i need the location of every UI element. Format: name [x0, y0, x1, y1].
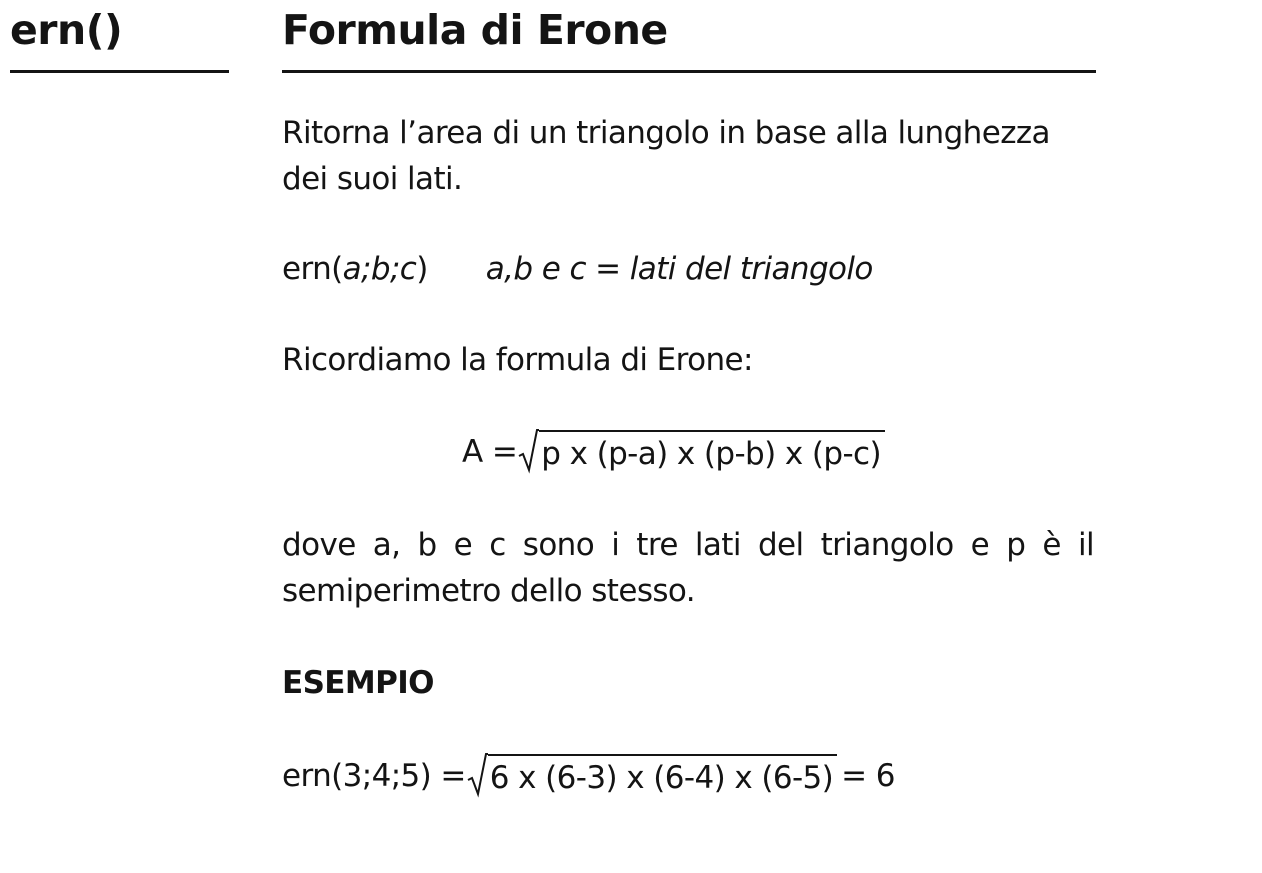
syntax-prefix: ern( [282, 251, 343, 287]
formula-radicand: p x (p-a) x (p-b) x (p-c) [539, 430, 885, 476]
example-formula [282, 752, 895, 800]
example-heading: ESEMPIO [282, 665, 434, 701]
function-description: Ritorna l’area di un triangolo in base alla lunghezza dei suoi lati. [282, 115, 1050, 197]
syntax-legend: a,b e c = lati del triangolo [485, 251, 873, 287]
example-radicand: 6 x (6-3) x (6-4) x (6-5) [488, 754, 837, 800]
formula-explanation: dove a, b e c sono i tre lati del triangolo e p è il semiperimetro dello stesso. [282, 527, 1094, 609]
syntax-args: a;b;c [342, 251, 417, 287]
page-title: Formula di Erone [282, 6, 668, 54]
heron-formula [462, 428, 885, 476]
radical-sign-icon [517, 428, 539, 474]
function-syntax [282, 246, 1094, 292]
square-root [517, 428, 885, 476]
radical-sign-icon [466, 752, 488, 798]
function-name-underline [10, 70, 229, 73]
example-square-root [466, 752, 837, 800]
example-result: = 6 [841, 758, 895, 794]
function-name: ern() [10, 6, 123, 54]
title-underline [282, 70, 1096, 73]
example-lhs: ern(3;4;5) = [282, 758, 466, 794]
syntax-suffix: ) [416, 251, 428, 287]
formula-lhs: A = [462, 434, 518, 470]
formula-intro: Ricordiamo la formula di Erone: [282, 342, 753, 378]
